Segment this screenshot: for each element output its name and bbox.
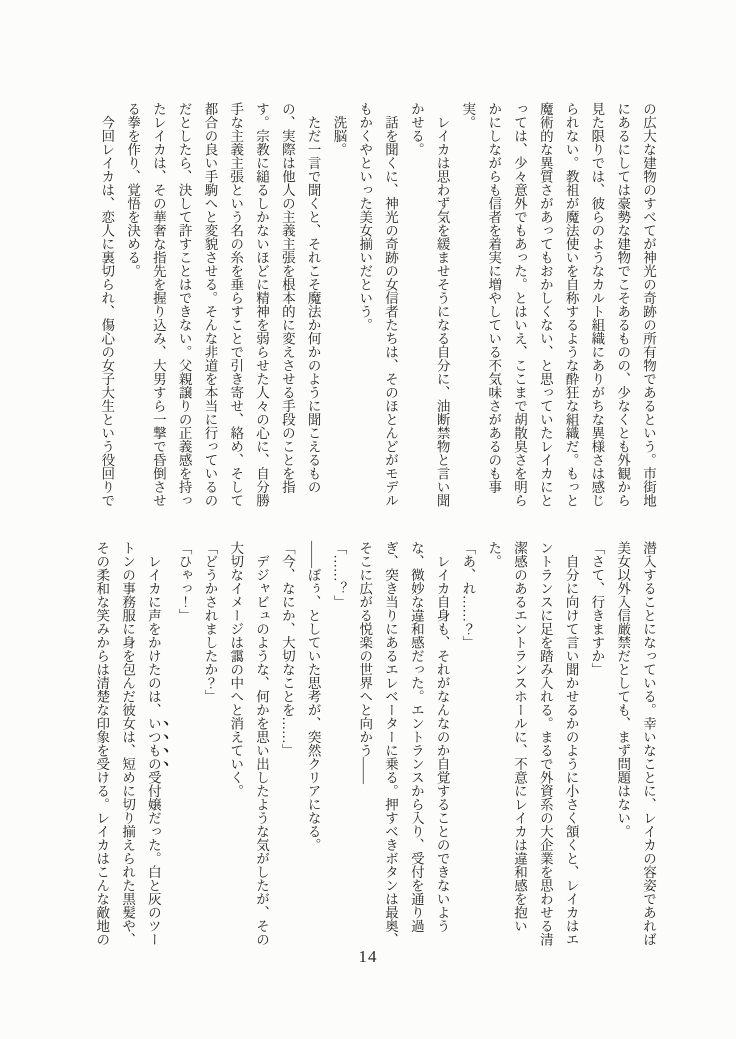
text-column: にあるにしては豪勢な建物でこそあるものの、少なくとも外観から bbox=[615, 102, 631, 507]
text-column: な、微妙な違和感だった。エントランスから入り、受付を通り過 bbox=[408, 541, 424, 933]
text-column: 今回レイカは、恋人に裏切られ、傷心の女子大生という役回りで bbox=[99, 102, 115, 507]
text-column: その柔和な笑みからは清楚な印象を受ける。レイカはこんな敵地の bbox=[94, 541, 110, 946]
page-number: 14 bbox=[358, 947, 378, 966]
text-column: もかくやといった美女揃いだという。 bbox=[357, 102, 373, 332]
text-column: る拳を作り、覚悟を決める。 bbox=[125, 102, 141, 278]
text-column: そこに広がる悦楽の世界へと向かう―― bbox=[357, 541, 373, 784]
text-column: 見た限りでは、彼らのようなカルト組織にありがちな異様さは感じ bbox=[589, 102, 605, 507]
text-column: の広大な建物のすべてが神光の奇跡の所有物であるという。市街地 bbox=[641, 102, 656, 507]
text-column: られない。教祖が魔法使いを自称するような酔狂な組織だ。もっと bbox=[563, 102, 579, 507]
text-column: 洗脳。 bbox=[331, 102, 347, 156]
text-column: ぎ、突き当りにあるエレベーターに乗る。押すべきボタンは最奥、 bbox=[383, 541, 399, 946]
text-column: ただ一言で聞くと、それこそ魔法か何かのように聞こえるもの bbox=[305, 102, 321, 494]
text-column: 「今、なにか、大切なことを……」 bbox=[279, 541, 295, 757]
text-column: 「ひゃっ！」 bbox=[176, 541, 192, 622]
text-column: 話を聞くに、神光の奇跡の女信者たちは、そのほとんどがモデル bbox=[383, 102, 399, 507]
text-column: トンの事務服に身を包んだ彼女は、短めに切り揃えられた黒髪や、 bbox=[120, 541, 136, 946]
text-column: っては、少々意外でもあった。とはいえ、ここまで胡散臭さを明ら bbox=[512, 102, 528, 507]
text-column: 魔術的な異質さがあってもおかしくない、と思っていたレイカにと bbox=[537, 102, 553, 507]
text-column: デジャビュのような、何かを思い出したような気がしたが、その bbox=[254, 541, 270, 946]
text-column: だとしたら、決して許すことはできない。父親譲りの正義感を持っ bbox=[176, 102, 192, 507]
text-column: レイカ自身も、それがなんなのか自覚することのできないよう bbox=[434, 541, 450, 933]
text-column: 「……？」 bbox=[331, 541, 347, 609]
text-column: レイカは思わず気を緩ませそうになる自分に、油断禁物と言い聞 bbox=[434, 102, 450, 507]
text-column: 「さて、行きますか」 bbox=[589, 541, 605, 676]
text-column: 自分に向けて言い聞かせるかのように小さく頷くと、レイカはエ bbox=[563, 541, 579, 946]
text-column: 潜入することになっている。幸いなことに、レイカの容姿であれば bbox=[641, 541, 656, 946]
text-column: たレイカは、その華奢な指先を握り込み、大男すら一撃で昏倒させ bbox=[150, 102, 166, 507]
text-column: かせる。 bbox=[408, 102, 424, 156]
text-block-bottom bbox=[88, 541, 661, 951]
text-column: 手な主義主張という名の糸を垂らすことで引き寄せ、絡め、そして bbox=[228, 102, 244, 507]
text-block-top bbox=[93, 102, 661, 512]
text-column: 「あ、れ……？」 bbox=[460, 541, 476, 649]
text-column: ントランスに足を踏み入れる。まるで外資系の大企業を思わせる清 bbox=[537, 541, 553, 946]
text-column: 実。 bbox=[460, 102, 476, 129]
text-column: ――ぼぅ、としていた思考が、突然クリアになる。 bbox=[305, 541, 321, 852]
text-column: 都合の良い手駒へと変貌させる。そんな非道を本当に行っているの bbox=[202, 102, 218, 507]
text-column: 美女以外入信厳禁だとしても、まず問題はない。 bbox=[615, 541, 631, 838]
text-column: 「どうかされましたか？」 bbox=[202, 541, 218, 703]
text-column: かにしながらも信者を着実に増やしている不気味さがあるのも事 bbox=[486, 102, 502, 494]
text-column: た。 bbox=[486, 541, 502, 568]
text-column: レイカに声をかけたのは、いつもの受付嬢だった。白と灰のツー bbox=[145, 541, 161, 946]
text-column: す。宗教に縋るしかないほどに精神を弱らせた人々の心に、自分勝 bbox=[254, 102, 270, 507]
text-column: の、実際は他人の主義主張を根本的に変えさせる手段のことを指 bbox=[279, 102, 295, 494]
text-column: 潔感のあるエントランスホールに、不意にレイカは違和感を抱い bbox=[512, 541, 528, 933]
text-column: 大切なイメージは靄の中へと消えていく。 bbox=[228, 541, 244, 798]
emphasized-text: いつもの bbox=[145, 716, 161, 771]
